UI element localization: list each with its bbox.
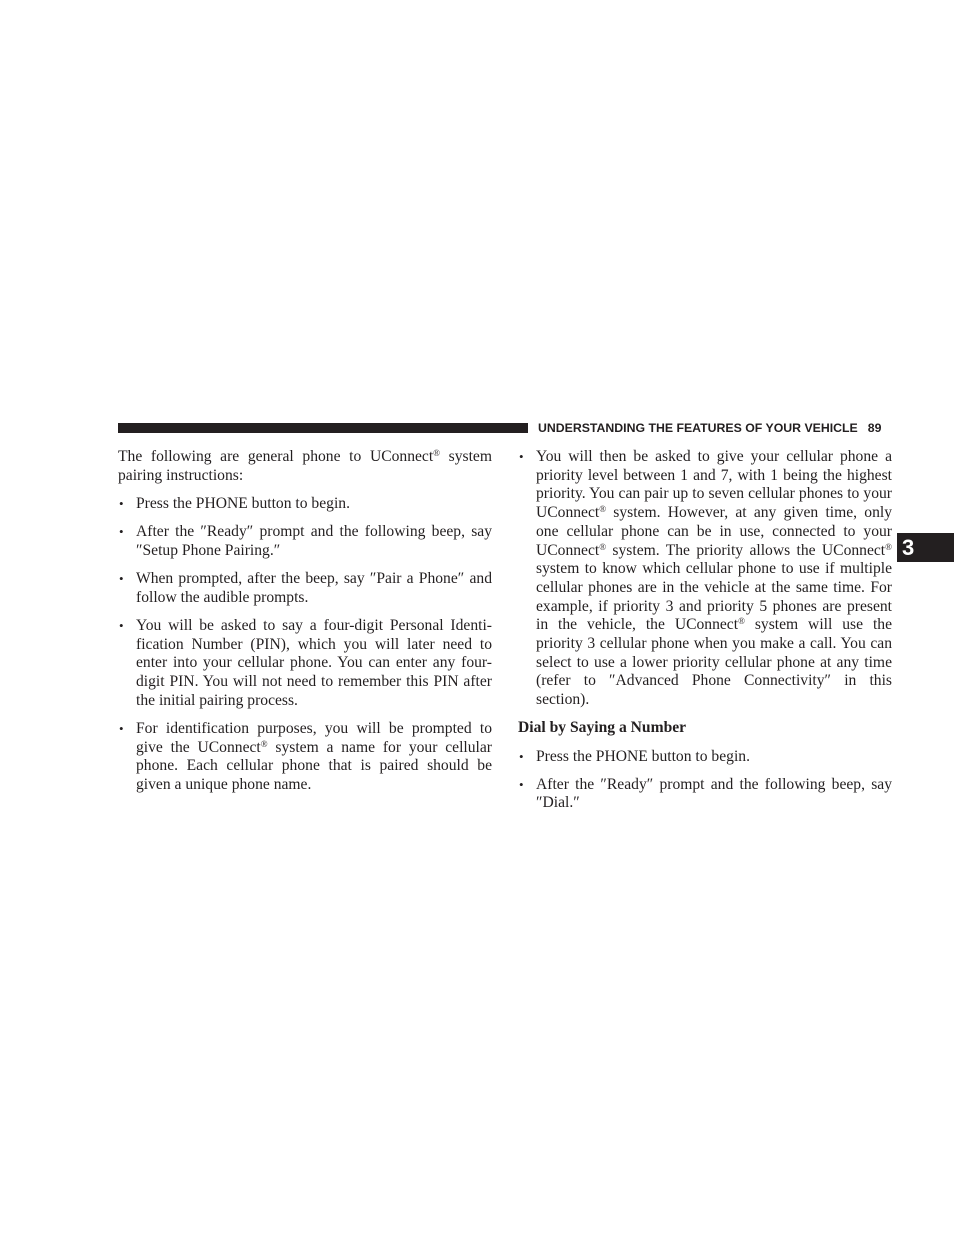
registered-mark: ® <box>885 541 892 552</box>
chapter-tab: 3 <box>897 533 954 562</box>
list-item: • You will then be asked to give your cellular phone a priority level between 1 and 7, with 1 being the highest priority. You can pair up to seven cellular phones to your UConnect® system. However, at any given time, only one cellular phone can be in use, connected to your UConnect® system. The priority allows the UConnect® system to know which cellular phone to use if multiple cellular phones are in the vehicle at the same time. For example, if priority 3 and priority 5 phones are present in the vehicle, the UConnect® system will use the priority 3 cellular phone when you make a call. You can select to use a lower priority cellular phone at any time (refer to ″Advanced Phone Connectivity″ in this section). <box>518 448 892 710</box>
list-item: • After the ″Ready″ prompt and the following beep, say ″Dial.″ <box>518 776 892 813</box>
section-heading: Dial by Saying a Number <box>518 719 687 737</box>
registered-mark: ® <box>599 541 607 552</box>
left-column <box>118 448 492 804</box>
registered-mark: ® <box>433 448 441 458</box>
dial-steps-list <box>518 748 892 814</box>
header-title: UNDERSTANDING THE FEATURES OF YOUR VEHICLE <box>538 421 858 435</box>
list-item: • When prompted, after the beep, say ″Pair a Phone″ and follow the audible prompts. <box>118 570 492 607</box>
list-item: • For identification purposes, you will be prompted to give the UConnect® system a name for your cellular phone. Each cellular phone that is paired should be given a unique phone name. <box>118 720 492 795</box>
pairing-steps-list <box>118 495 492 795</box>
running-header <box>538 420 892 436</box>
list-item: • You will be asked to say a four-digit Personal Identi-fication Number (PIN), which you will later need to enter into your cellular phone. You can enter any four-digit PIN. You will not need to remember this PIN after the initial pairing process. <box>118 617 492 711</box>
list-item: • Press the PHONE button to begin. <box>118 495 492 514</box>
header-rule <box>118 423 528 433</box>
registered-mark: ® <box>738 616 745 627</box>
list-item: • After the ″Ready″ prompt and the following beep, say ″Setup Phone Pairing.″ <box>118 523 492 560</box>
right-column <box>518 448 892 823</box>
registered-mark: ® <box>260 738 268 749</box>
priority-list <box>518 448 892 710</box>
intro-paragraph: The following are general phone to UConnect® system pairing instructions: <box>118 448 492 484</box>
registered-mark: ® <box>599 504 607 515</box>
page-number: 89 <box>867 421 882 435</box>
list-item: • Press the PHONE button to begin. <box>518 748 892 767</box>
